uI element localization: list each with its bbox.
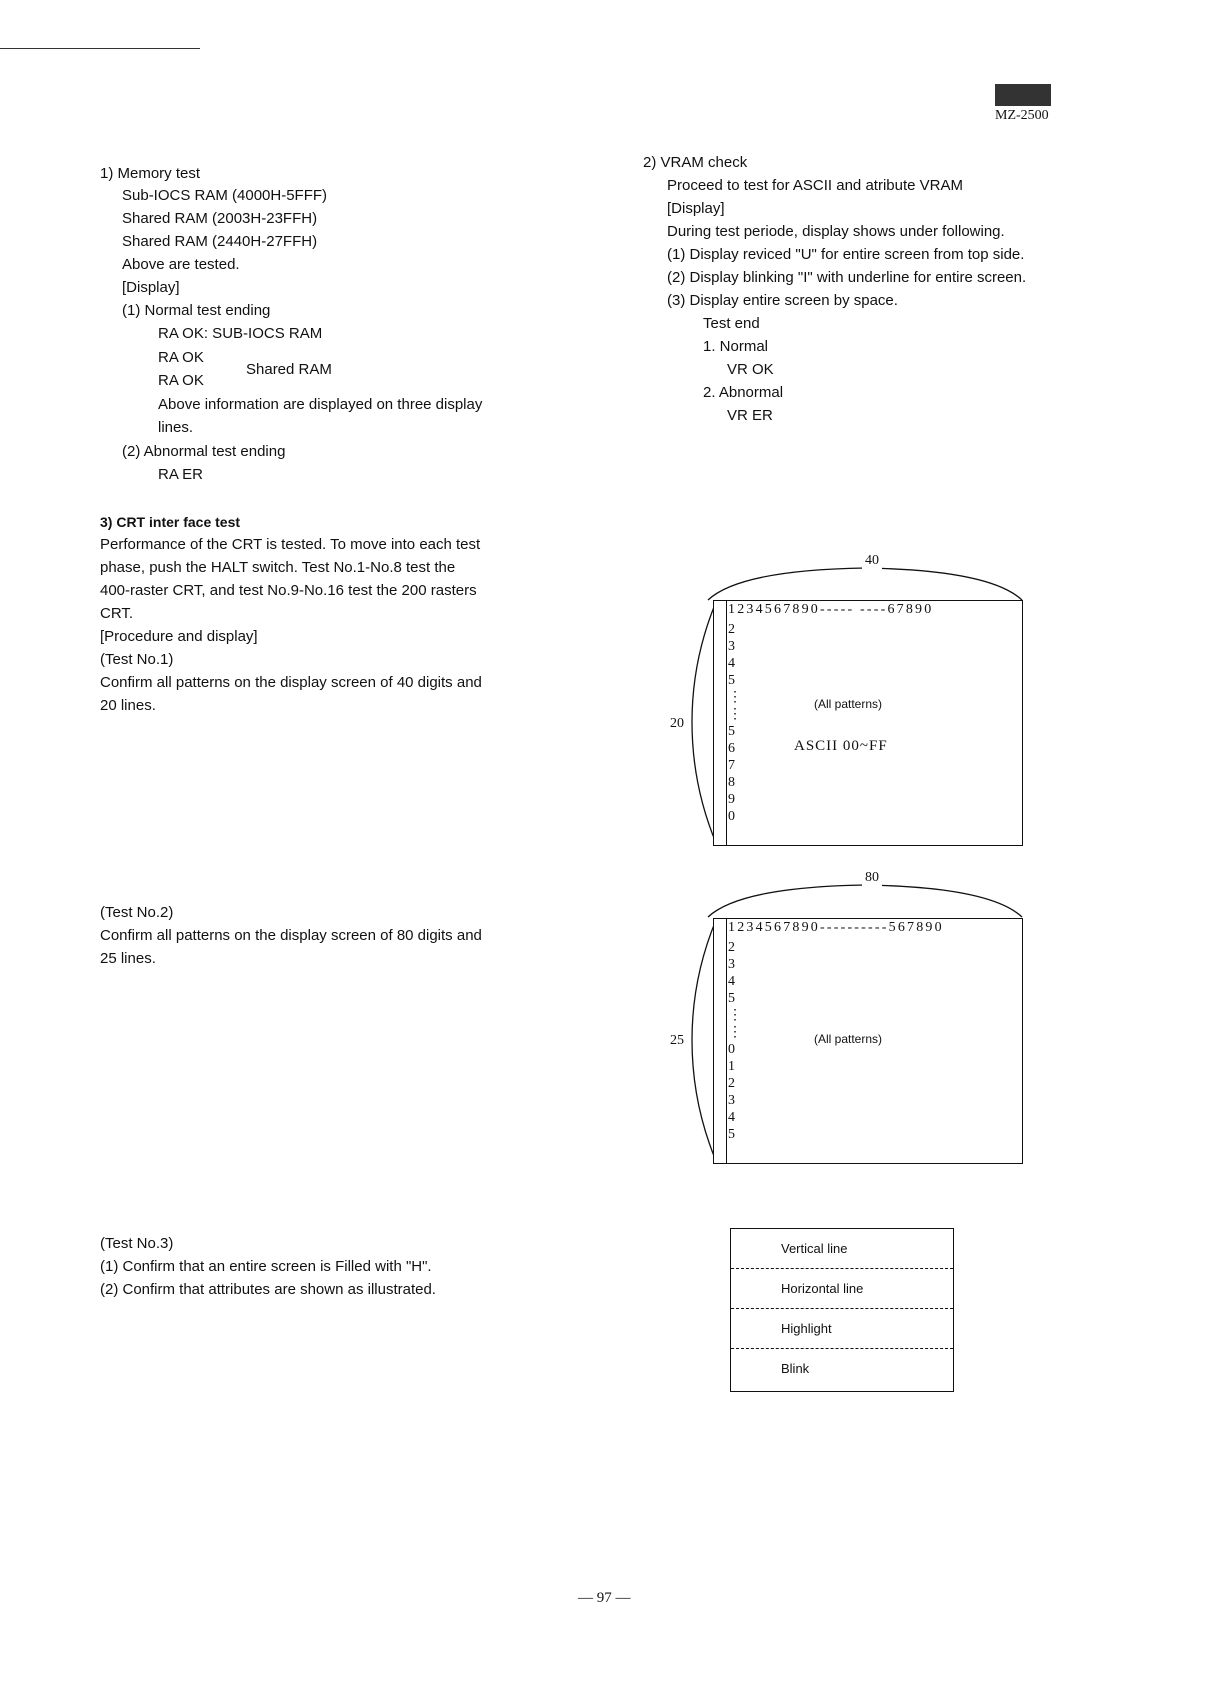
abnormal-label: 2. Abnormal xyxy=(703,384,784,401)
memory-test-line: Sub-IOCS RAM (4000H-5FFF) xyxy=(122,187,328,204)
vram-check-line: During test periode, display shows under following. xyxy=(667,223,1005,240)
row-number: 5 xyxy=(728,724,735,739)
memory-test-line: Above are tested. xyxy=(122,256,240,273)
row-number: 1 xyxy=(728,1059,735,1074)
scan-rule xyxy=(0,48,200,49)
attribute-row: Blink xyxy=(781,1361,810,1376)
all-patterns-caption: (All patterns) xyxy=(814,1032,883,1046)
test3-line: (2) Confirm that attributes are shown as illustrated. xyxy=(100,1281,436,1298)
above-info: lines. xyxy=(158,419,194,436)
test2-line: Confirm all patterns on the display screen of 80 digits and xyxy=(100,927,482,944)
ra-ok-line: RA OK xyxy=(158,372,204,389)
test-end-label: Test end xyxy=(703,315,760,332)
test1-label: (Test No.1) xyxy=(100,651,174,668)
row-number: 5 xyxy=(728,673,735,688)
attribute-row: Vertical line xyxy=(731,1229,953,1269)
attribute-table xyxy=(730,1228,954,1392)
model-label: MZ-2500 xyxy=(995,108,1049,123)
height-label-20: 20 xyxy=(670,716,684,731)
row-number: 4 xyxy=(728,656,735,671)
procedure-heading: [Procedure and display] xyxy=(100,628,258,645)
all-patterns-caption: (All patterns) xyxy=(814,697,883,711)
height-label-25: 25 xyxy=(670,1033,684,1048)
ra-ok-line: RA OK: SUB-IOCS RAM xyxy=(158,325,323,342)
ra-ok-line: RA OK xyxy=(158,349,204,366)
vram-check-line: (3) Display entire screen by space. xyxy=(667,292,898,309)
row-number: 5 xyxy=(728,991,735,1006)
row-number: 8 xyxy=(728,775,735,790)
vram-check-line: Proceed to test for ASCII and atribute VRAM xyxy=(667,177,963,194)
screen-frame xyxy=(713,600,1023,846)
vr-ok-line: VR OK xyxy=(727,361,774,378)
ra-er-line: RA ER xyxy=(158,466,204,483)
page-number: — 97 — xyxy=(578,1590,631,1606)
row-number: 3 xyxy=(728,957,735,972)
vr-er-line: VR ER xyxy=(727,407,773,424)
above-info: Above information are displayed on three display xyxy=(158,396,483,413)
row-number: 4 xyxy=(728,1110,735,1125)
vram-check-line: [Display] xyxy=(667,200,725,217)
model-logo xyxy=(995,84,1051,106)
attribute-row: Horizontal line xyxy=(731,1269,953,1309)
screen-frame xyxy=(713,918,1023,1164)
row-number: 3 xyxy=(728,639,735,654)
test3-line: (1) Confirm that an entire screen is Filled with "H". xyxy=(100,1258,432,1275)
top-row-digits: 1234567890----------567890 xyxy=(728,920,944,935)
normal-test-heading: (1) Normal test ending xyxy=(122,302,271,319)
width-label-40: 40 xyxy=(862,553,882,569)
vram-check-line: (1) Display reviced "U" for entire screen from top side. xyxy=(667,246,1025,263)
row-number: 7 xyxy=(728,758,735,773)
row-number: ⋮ xyxy=(728,1025,742,1040)
row-number: 0 xyxy=(728,809,735,824)
crt-test-line: phase, push the HALT switch. Test No.1-No.8 test the xyxy=(100,559,456,576)
row-number: ⋮ xyxy=(728,1008,742,1023)
memory-test-line: Shared RAM (2440H-27FFH) xyxy=(122,233,318,250)
test2-label: (Test No.2) xyxy=(100,904,174,921)
row-number: 5 xyxy=(728,1127,735,1142)
row-number: 0 xyxy=(728,1042,735,1057)
memory-test-line: Shared RAM (2003H-23FFH) xyxy=(122,210,318,227)
row-number: 2 xyxy=(728,940,735,955)
vram-check-title: 2) VRAM check xyxy=(643,154,748,171)
row-number: 3 xyxy=(728,1093,735,1108)
screen-edge xyxy=(726,601,727,845)
memory-test-title: 1) Memory test xyxy=(100,165,201,182)
width-label-80: 80 xyxy=(862,870,882,886)
shared-ram-label: Shared RAM xyxy=(246,361,332,378)
abnormal-test-heading: (2) Abnormal test ending xyxy=(122,443,286,460)
normal-label: 1. Normal xyxy=(703,338,769,355)
crt-test-line: Performance of the CRT is tested. To move into each test xyxy=(100,536,481,553)
ascii-range: ASCII 00~FF xyxy=(794,738,888,754)
row-number: 2 xyxy=(728,1076,735,1091)
test1-line: Confirm all patterns on the display screen of 40 digits and xyxy=(100,674,482,691)
crt-test-line: 400-raster CRT, and test No.9-No.16 test the 200 rasters xyxy=(100,582,477,599)
attribute-row: Highlight xyxy=(731,1309,953,1349)
test1-line: 20 lines. xyxy=(100,697,156,714)
test3-label: (Test No.3) xyxy=(100,1235,174,1252)
row-number: 4 xyxy=(728,974,735,989)
memory-test-line: [Display] xyxy=(122,279,180,296)
crt-test-title: 3) CRT inter face test xyxy=(100,514,241,530)
row-number: 6 xyxy=(728,741,735,756)
row-number: 2 xyxy=(728,622,735,637)
row-number: ⋮ xyxy=(728,690,742,705)
vram-check-line: (2) Display blinking "I" with underline for entire screen. xyxy=(667,269,1027,286)
test2-line: 25 lines. xyxy=(100,950,156,967)
row-number: 9 xyxy=(728,792,735,807)
crt-test-line: CRT. xyxy=(100,605,134,622)
row-number: ⋮ xyxy=(728,707,742,722)
top-row-digits: 1234567890----- ----67890 xyxy=(728,602,934,617)
screen-edge xyxy=(726,919,727,1163)
